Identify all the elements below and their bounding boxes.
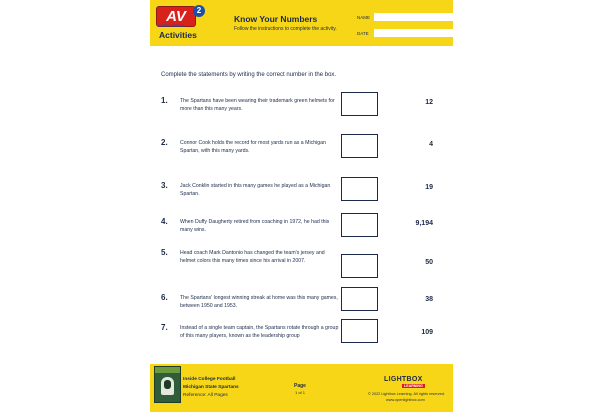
copyright: © 2022 Lightbox Learning. All rights reserved. [368,392,445,396]
lightbox-logo: LIGHTBOX [384,376,423,383]
question-text: Head coach Mark Dantonio has changed the team's jersey and helmet colors this many times since his arrival in 2007. [180,250,325,264]
answer-box[interactable] [341,177,378,201]
book-cover-helmet [164,380,171,389]
answer-value: 109 [421,329,433,336]
question-text: The Spartans have been wearing their trademark green helmets for more than this many years. [180,98,335,112]
page-title: Know Your Numbers [234,14,318,24]
page-label: Page [294,383,306,389]
date-field[interactable] [374,29,462,37]
question-text: When Duffy Daugherty retired from coaching in 1972, he had this many wins. [180,219,330,233]
worksheet-page [150,0,453,412]
website-url[interactable]: www.openlightbox.com [386,398,425,402]
question-number: 6. [161,293,168,302]
page-number: 1 of 1 [294,390,305,395]
question-text: Instead of a single team captain, the Spartans rotate through a group of this many players, known as the leadership group [180,325,339,339]
book-title: Michigan State Spartans [183,385,239,390]
name-label: NAME [357,15,371,20]
answer-box[interactable] [341,319,378,343]
answer-box[interactable] [341,287,378,311]
question-text: Connor Cook holds the record for most yards run as a Michigan Spartan, with this many yards. [180,140,326,154]
logo-av-text: AV [156,6,196,27]
answer-value: 50 [425,259,433,266]
reference: Reference: All Pages [183,393,228,398]
book-cover-thumbnail [154,366,181,403]
page-subtitle: Follow the instructions to complete the activity. [234,26,337,32]
answer-value: 38 [425,296,433,303]
answer-box[interactable] [341,254,378,278]
series-title: Inside College Football [183,377,236,382]
question-text: Jack Conklin started in this many games he played as a Michigan Spartan. [180,183,331,197]
section-label: Activities [159,30,197,40]
footer-band [150,364,453,412]
question-number: 2. [161,138,168,147]
av2-logo [156,6,204,30]
instructions: Complete the statements by writing the correct number in the box. [161,72,337,78]
question-number: 5. [161,248,168,257]
question-number: 1. [161,96,168,105]
answer-value: 4 [429,141,433,148]
book-cover-band [155,367,180,373]
question-number: 4. [161,217,168,226]
question-number: 7. [161,323,168,332]
logo-subtext: AUDIO VISUAL [158,24,186,28]
question-text: The Spartans' longest winning streak at home was this many games, between 1950 and 1953. [180,295,338,309]
answer-box[interactable] [341,92,378,116]
answer-value: 19 [425,184,433,191]
answer-value: 9,194 [415,220,433,227]
header-band [150,0,453,46]
answer-value: 12 [425,99,433,106]
name-field[interactable] [374,13,462,21]
date-label: DATE [357,31,369,36]
question-number: 3. [161,181,168,190]
lightbox-logo-sub: LEARNING [404,384,423,388]
answer-box[interactable] [341,213,378,237]
answer-box[interactable] [341,134,378,158]
logo-superscript: 2 [193,5,205,17]
